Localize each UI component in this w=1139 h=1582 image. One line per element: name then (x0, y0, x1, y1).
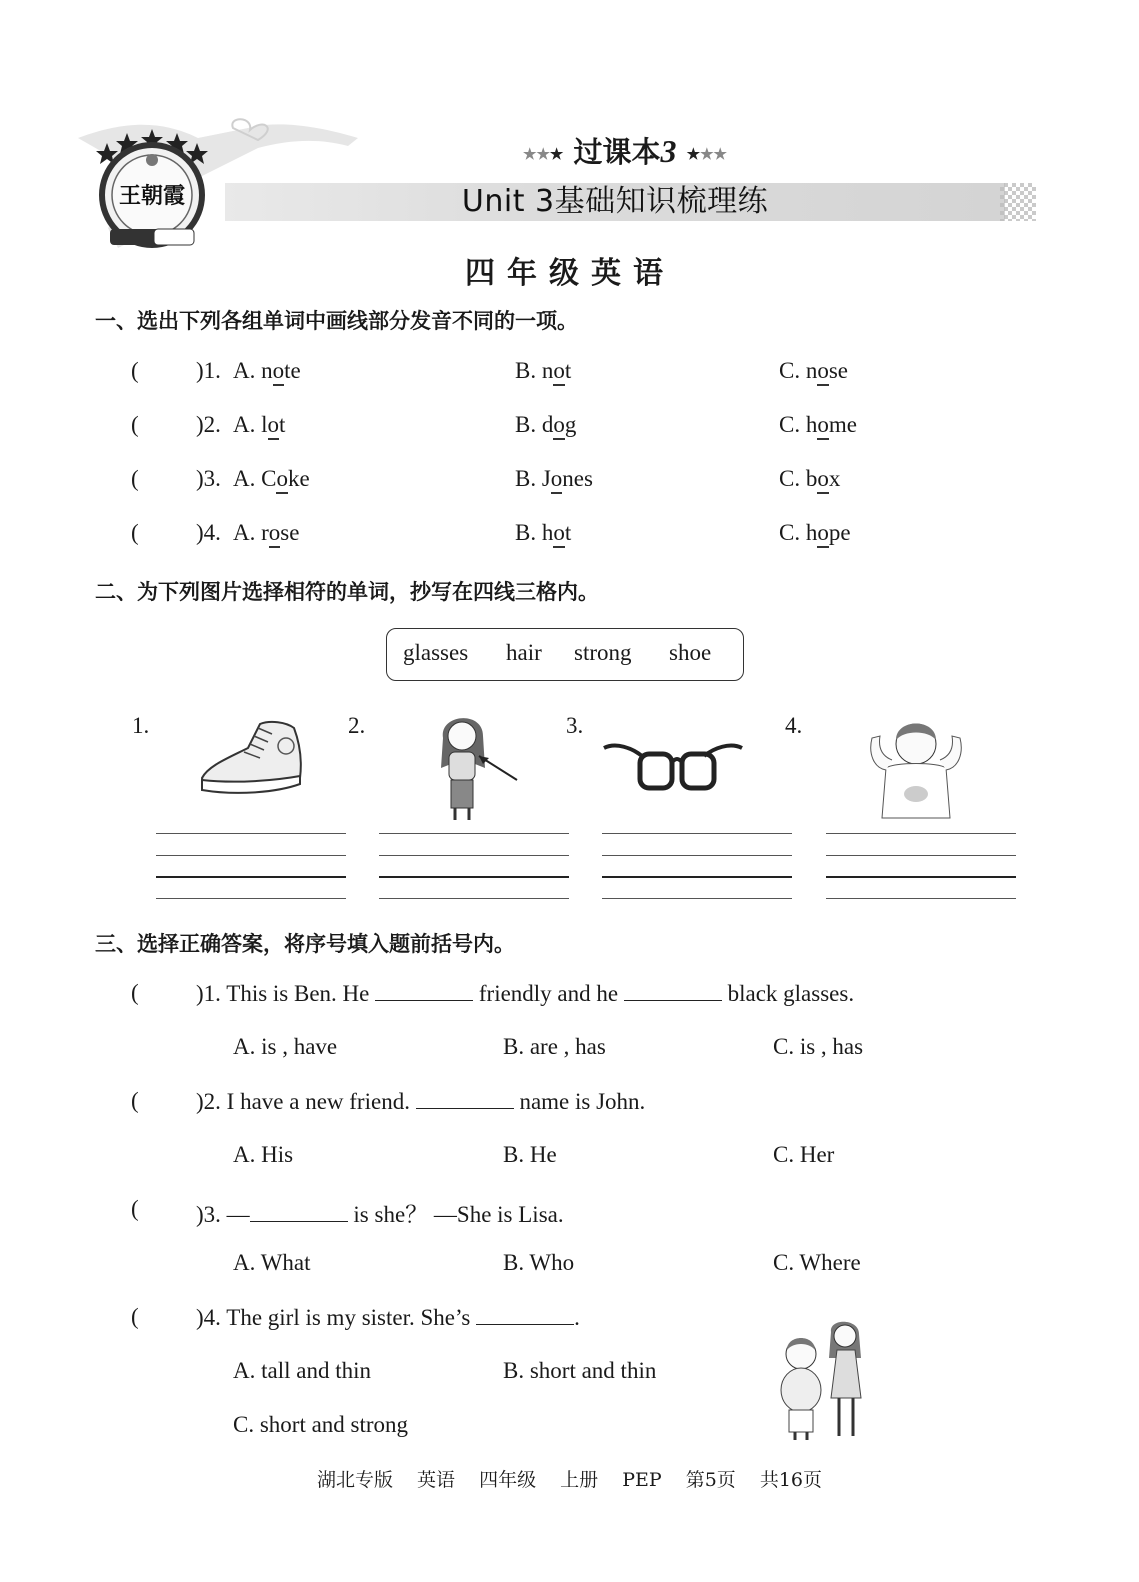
word-part: B. d (515, 412, 554, 437)
footer-item: 英语 (417, 1469, 456, 1491)
picture-number: 1. (132, 713, 150, 738)
underlined-letter: o (817, 358, 829, 386)
option: A. His (233, 1142, 294, 1167)
option-a (233, 466, 310, 492)
word-part: t (564, 358, 572, 383)
writing-grid[interactable] (156, 833, 346, 899)
word-part: A. l (233, 412, 268, 437)
option: B. are , has (503, 1034, 606, 1059)
option: C. short and strong (233, 1412, 409, 1437)
option-c (779, 358, 848, 384)
word-part: x (828, 466, 841, 491)
word-bank-word: glasses (403, 640, 469, 665)
glasses-icon (602, 740, 744, 792)
logo-text: 王朝霞 (118, 183, 186, 209)
stem-text: is she？ —She is Lisa. (353, 1202, 564, 1227)
stem-text: friendly and he (478, 981, 619, 1006)
fill-blank[interactable] (624, 980, 722, 1001)
word-part: t (279, 412, 286, 437)
stem-text: The girl is my sister. She’s (226, 1305, 471, 1330)
section3-heading: 三、选择正确答案，将序号填入题前括号内。 (95, 931, 515, 956)
option-c (779, 520, 851, 546)
fill-blank[interactable] (416, 1088, 514, 1109)
word-part: t (564, 520, 572, 545)
stem-text: name is John. (519, 1089, 646, 1114)
picture-number: 2. (348, 713, 366, 738)
question-stem (196, 1304, 580, 1331)
banner-checker-decoration (1000, 183, 1036, 221)
answer-paren[interactable]: ( (131, 1304, 139, 1329)
question-number: )4. (196, 520, 221, 545)
underlined-letter: o (276, 466, 288, 494)
word-part: C. b (779, 466, 818, 491)
word-part: A. C (233, 466, 277, 491)
word-part: g (564, 412, 577, 437)
word-part: se (280, 520, 300, 545)
underlined-letter: o (553, 358, 565, 386)
word-part: B. J (515, 466, 551, 491)
answer-paren[interactable]: ( (131, 1088, 139, 1113)
question-number: )3. (196, 1202, 221, 1227)
option: A. What (233, 1250, 311, 1275)
page-footer (0, 1465, 1139, 1492)
stem-text: This is Ben. He (226, 981, 370, 1006)
underlined-letter: o (273, 358, 285, 386)
series-title: ★★★ 过课本3 ★★★ (523, 133, 727, 169)
underlined-letter: o (817, 466, 829, 494)
answer-paren[interactable]: ( (131, 520, 139, 545)
footer-item: 四年级 (479, 1469, 537, 1491)
question-stem (196, 1196, 564, 1229)
answer-paren[interactable]: ( (131, 412, 139, 437)
underlined-letter: o (553, 412, 565, 440)
underlined-letter: o (553, 520, 565, 548)
option-b (515, 466, 593, 492)
option-a (233, 358, 301, 384)
word-part: te (284, 358, 301, 383)
answer-paren[interactable]: ( (131, 358, 139, 383)
question-number: )1. (196, 358, 221, 383)
underlined-letter: o (551, 466, 563, 494)
option: C. is , has (773, 1034, 864, 1059)
word-part: me (828, 412, 857, 437)
fill-blank[interactable] (476, 1304, 574, 1325)
shoe-icon (198, 718, 304, 800)
underlined-letter: o (269, 520, 281, 548)
word-bank-word: strong (574, 640, 632, 665)
question-number: )2. (196, 412, 221, 437)
stem-text: I have a new friend. (226, 1089, 410, 1114)
word-part: A. r (233, 520, 269, 545)
section1-heading: 一、选出下列各组单词中画线部分发音不同的一项。 (95, 308, 578, 333)
option-c (779, 412, 857, 438)
stem-text: black glasses. (727, 981, 855, 1006)
word-part: A. n (233, 358, 273, 383)
word-bank-word: shoe (669, 640, 712, 665)
option: B. He (503, 1142, 557, 1167)
picture-number: 4. (785, 713, 803, 738)
word-part: C. n (779, 358, 818, 383)
word-part: ke (287, 466, 310, 491)
section2-heading: 二、为下列图片选择相符的单词，抄写在四线三格内。 (95, 579, 599, 604)
word-part: se (828, 358, 849, 383)
girl-hair-icon (425, 708, 520, 826)
underlined-letter: o (817, 520, 829, 548)
word-part: B. h (515, 520, 554, 545)
unit-title: Unit 3基础知识梳理练 (461, 184, 769, 219)
word-part: pe (828, 520, 851, 545)
option: B. short and thin (503, 1358, 657, 1383)
option-b (515, 520, 571, 546)
word-part: B. n (515, 358, 554, 383)
question-stem (196, 980, 854, 1007)
fill-blank[interactable] (250, 1201, 348, 1222)
answer-paren[interactable]: ( (131, 466, 139, 491)
question-stem (196, 1088, 645, 1115)
subject-title: 四年级英语 (465, 256, 675, 291)
answer-paren[interactable]: ( (131, 980, 139, 1005)
strong-boy-icon (864, 714, 974, 822)
footer-item: PEP (622, 1469, 662, 1491)
series-label: 过课本 (573, 135, 661, 169)
answer-paren[interactable]: ( (131, 1196, 139, 1221)
question-number: )2. (196, 1089, 221, 1114)
writing-grid[interactable] (826, 833, 1016, 899)
word-bank-word: hair (506, 640, 542, 665)
fill-blank[interactable] (375, 980, 473, 1001)
publisher-logo (92, 125, 212, 255)
option-b (515, 358, 571, 384)
question-number: )1. (196, 981, 221, 1006)
word-part: nes (562, 466, 593, 491)
option-a (233, 412, 285, 438)
option: B. Who (503, 1250, 575, 1275)
writing-grid[interactable] (379, 833, 569, 899)
option-b (515, 412, 576, 438)
option: C. Her (773, 1142, 835, 1167)
option: C. Where (773, 1250, 861, 1275)
footer-item: 第5页 (685, 1469, 736, 1491)
option: A. is , have (233, 1034, 338, 1059)
option: A. tall and thin (233, 1358, 371, 1383)
footer-item: 上册 (560, 1469, 599, 1491)
question-number: )3. (196, 466, 221, 491)
underlined-letter: o (817, 412, 829, 440)
stem-text: — (226, 1202, 250, 1227)
series-number: 3 (660, 133, 677, 169)
word-part: C. h (779, 412, 818, 437)
siblings-icon (775, 1318, 870, 1442)
stem-text: . (574, 1305, 580, 1330)
option-c (779, 466, 840, 492)
footer-item: 共16页 (759, 1469, 823, 1491)
writing-grid[interactable] (602, 833, 792, 899)
picture-number: 3. (566, 713, 584, 738)
option-a (233, 520, 299, 546)
underlined-letter: o (268, 412, 280, 440)
question-number: )4. (196, 1305, 221, 1330)
word-part: C. h (779, 520, 818, 545)
footer-item: 湖北专版 (316, 1469, 393, 1491)
